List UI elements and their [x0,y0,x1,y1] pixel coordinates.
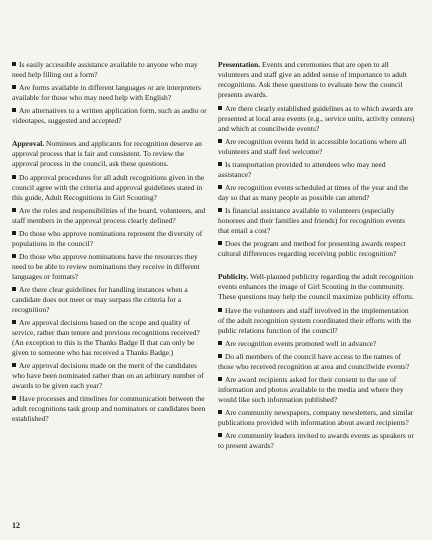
bullet-icon [12,320,16,324]
bullet-item: Do those who approve nominations have the resources they need to be able to review nominations they receive in different languages or formats? [12,252,200,281]
bullet-icon [218,106,222,110]
bullet-item: Are award recipients asked for their consent to the use of information and photos available to the media and where they would like such information published? [218,375,404,404]
bullet-icon [12,363,16,367]
bullet-icon [12,85,16,89]
bullet-icon [218,308,222,312]
bullet-icon [218,433,222,437]
page-number: 12 [12,521,20,530]
bullet-icon [218,241,222,245]
bullet-item: Are forms available in different languages or are interpreters available for those who may need help with English? [12,83,201,102]
bullet-item: Are community newspapers, company newsletters, and similar publications provided with information about award recipients? [218,408,414,427]
bullet-item: Do those who approve nominations represent the diversity of populations in the council? [12,229,203,248]
bullet-icon [218,341,222,345]
bullet-icon [218,377,222,381]
bullet-item: Have processes and timelines for communication between the adult recognitions task group and nominators or candidates been established? [12,394,206,423]
bullet-icon [12,62,16,66]
publicity-paragraph: Publicity. Well-planned publicity regarding the adult recognition events enhances the image of Girl Scouting in the community. These questions may help the council maximize publicity efforts. [218,272,414,301]
approval-paragraph: Approval. Nominees and applicants for recognition deserve an approval process that is fair and consistent. To review the approval process in the council, ask these questions. [12,139,202,168]
presentation-heading: Presentation. [218,60,261,69]
presentation-paragraph: Presentation. Events and ceremonies that are open to all volunteers and staff give an added sense of importance to adult recognitions. Ask these questions to evaluate how the council presents awards. [218,60,407,99]
bullet-item: Does the program and method for presenting awards respect cultural differences regarding receiving public recognition? [218,239,406,258]
bullet-icon [218,208,222,212]
bullet-item: Is financial assistance available to volunteers (especially honorees and their families and friends) for recognition events that entail a cost? [218,206,406,235]
bullet-icon [12,254,16,258]
bullet-item: Do all members of the council have access to the names of those who received recognition at area and councilwide events? [218,352,410,371]
bullet-icon [12,231,16,235]
right-column [218,60,416,454]
bullet-icon [218,185,222,189]
bullet-item: Do approval procedures for all adult recognitions given in the council agree with the criteria and approval guidelines stated in this guide, Adult Recognitions in Girl Scouting? [12,173,205,202]
bullet-item: Have the volunteers and staff involved in the implementation of the adult recognition system coordinated their efforts with the public relations function of the council? [218,306,412,335]
bullet-item: Are there clear guidelines for handling instances when a candidate does not meet or may surpass the criteria for a recognition? [12,285,188,314]
bullet-icon [218,354,222,358]
publicity-heading: Publicity. [218,272,249,281]
bullet-item: Are community leaders invited to awards events as speakers or to present awards? [218,431,414,450]
bullet-item: Are alternatives to a written application form, such as audio or videotapes, suggested and accepted? [12,106,207,125]
bullet-icon [12,208,16,212]
left-column [12,60,208,427]
bullet-item: Is easily accessible assistance available to anyone who may need help filling out a form? [12,60,198,79]
bullet-icon [12,396,16,400]
bullet-item: Are recognition events held in accessible locations where all volunteers and staff feel welcome? [218,137,407,156]
bullet-item: Are there clearly established guidelines as to which awards are presented at local area events (e.g., service units, activity centers) and which at councilwide events? [218,104,415,133]
bullet-icon [12,175,16,179]
bullet-item: Are approval decisions based on the scope and quality of service, rather than tenure and previous recognitions received? (An exception to this is the Thanks Badge II that can only be given to someone who has received a Thanks Badge.) [12,318,200,357]
bullet-icon [12,108,16,112]
bullet-icon [218,139,222,143]
bullet-item: Is transportation provided to attendees who may need assistance? [218,160,386,179]
bullet-icon [218,162,222,166]
bullet-item: Are recognition events promoted well in advance? [218,339,416,349]
bullet-item: Are recognition events scheduled at times of the year and the day so that as many people as possible can attend? [218,183,409,202]
approval-heading: Approval. [12,139,45,148]
bullet-icon [218,410,222,414]
bullet-item: Are approval decisions made on the merit of the candidates who have been nominated rather than on an arbitrary number of awards to be given each year? [12,361,204,390]
bullet-icon [12,287,16,291]
bullet-item: Are the roles and responsibilities of the board, volunteers, and staff members in the approval process clearly defined? [12,206,206,225]
